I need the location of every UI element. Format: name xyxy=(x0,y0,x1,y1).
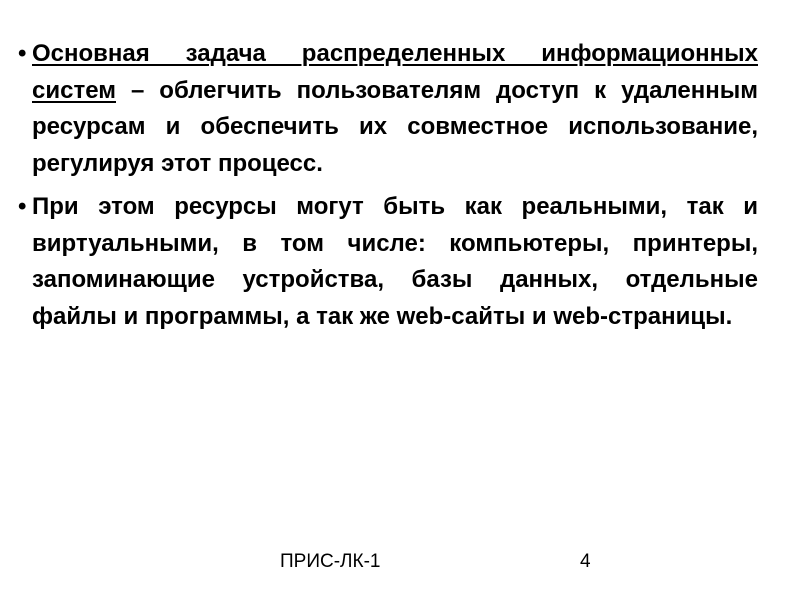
bullet-marker: • xyxy=(18,193,27,220)
footer-title: ПРИС-ЛК-1 xyxy=(280,551,381,572)
page-number: 4 xyxy=(580,551,591,572)
slide-body xyxy=(18,36,758,342)
bullet-1-text: – облегчить пользователям доступ к удаленным ресурсам и обеспечить их совместное использование, регулируя этот процесс. xyxy=(32,76,758,177)
bullet-marker: • xyxy=(18,40,27,67)
bullet-item-1 xyxy=(18,36,758,182)
bullet-2-text: При этом ресурсы могут быть как реальными, так и виртуальными, в том числе: компьютеры, принтеры, запоминающие устройства, базы данных, отдельные файлы и программы, а так же web-сайты и web-страницы. xyxy=(32,193,758,330)
bullet-1-underlined-text: Основная задача распределенных информационных систем xyxy=(32,40,758,104)
bullet-item-2 xyxy=(18,189,758,335)
